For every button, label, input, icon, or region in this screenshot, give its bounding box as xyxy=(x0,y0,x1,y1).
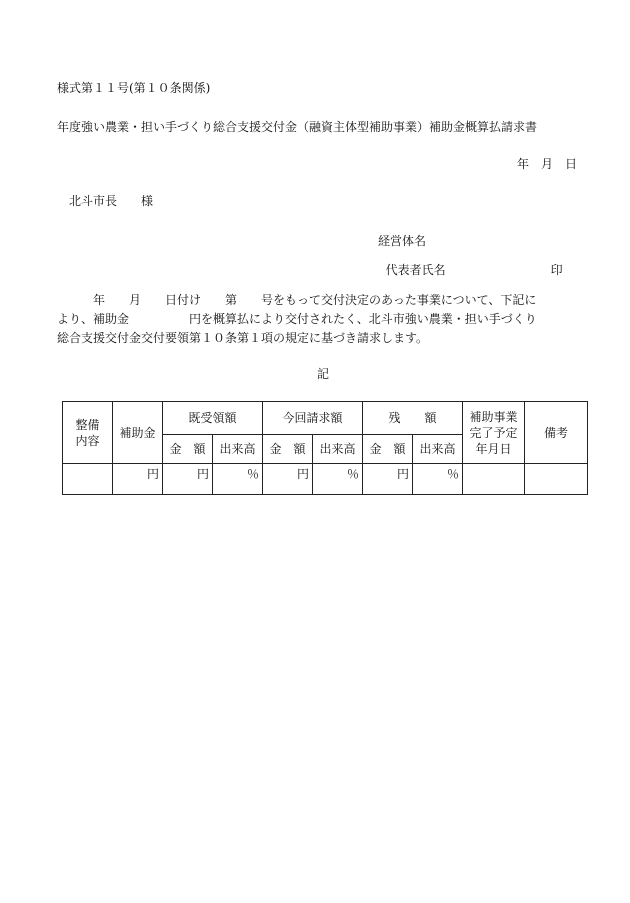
addressee: 北斗市長 様 xyxy=(69,194,154,208)
sub-remaining-amount: 金 額 xyxy=(363,435,413,464)
body-text xyxy=(57,291,592,348)
applicant-rep-row xyxy=(378,252,563,276)
document-title: 年度強い農業・担い手づくり総合支援交付金（融資主体型補助事業）補助金概算払請求書 xyxy=(57,120,538,134)
sub-remaining-progress: 出来高 xyxy=(413,435,463,464)
sub-received-progress: 出来高 xyxy=(213,435,263,464)
header-current-request: 今回請求額 xyxy=(263,402,363,435)
cell-received-amount[interactable]: 円 xyxy=(163,464,213,495)
sub-received-amount: 金 額 xyxy=(163,435,213,464)
cell-subsidy[interactable]: 円 xyxy=(113,464,163,495)
header-received: 既受領額 xyxy=(163,402,263,435)
header-remarks: 備考 xyxy=(525,402,588,464)
body-line-3: 総合支援交付金交付要領第１０条第１項の規定に基づき請求します。 xyxy=(57,331,429,345)
header-maintenance: 整備 内容 xyxy=(63,402,113,464)
cell-remarks[interactable] xyxy=(525,464,588,495)
cell-maintenance[interactable] xyxy=(63,464,113,495)
applicant-org-label: 経営体名 xyxy=(378,234,427,248)
body-line-1: 年 月 日付け 第 号をもって交付決定のあった事業について、下記に xyxy=(57,293,537,307)
header-completion-date: 補助事業 完了予定 年月日 xyxy=(463,402,525,464)
cell-request-progress[interactable]: ％ xyxy=(313,464,363,495)
cell-remaining-amount[interactable]: 円 xyxy=(363,464,413,495)
sub-request-amount: 金 額 xyxy=(263,435,313,464)
header-remaining: 残 額 xyxy=(363,402,463,435)
cell-completion-date[interactable] xyxy=(463,464,525,495)
date-line: 年 月 日 xyxy=(517,157,578,171)
detail-table xyxy=(62,401,588,495)
header-subsidy: 補助金 xyxy=(113,402,163,464)
cell-received-progress[interactable]: ％ xyxy=(213,464,263,495)
seal-mark: 印 xyxy=(550,263,563,277)
form-number: 様式第１１号(第１０条関係) xyxy=(57,81,211,95)
body-line-2: より、補助金 円を概算払により交付されたく、北斗市強い農業・担い手づくり xyxy=(57,312,537,326)
applicant-rep-label: 代表者氏名 xyxy=(385,263,446,277)
sub-request-progress: 出来高 xyxy=(313,435,363,464)
heading-ki: 記 xyxy=(317,367,330,381)
cell-remaining-progress[interactable]: ％ xyxy=(413,464,463,495)
cell-request-amount[interactable]: 円 xyxy=(263,464,313,495)
